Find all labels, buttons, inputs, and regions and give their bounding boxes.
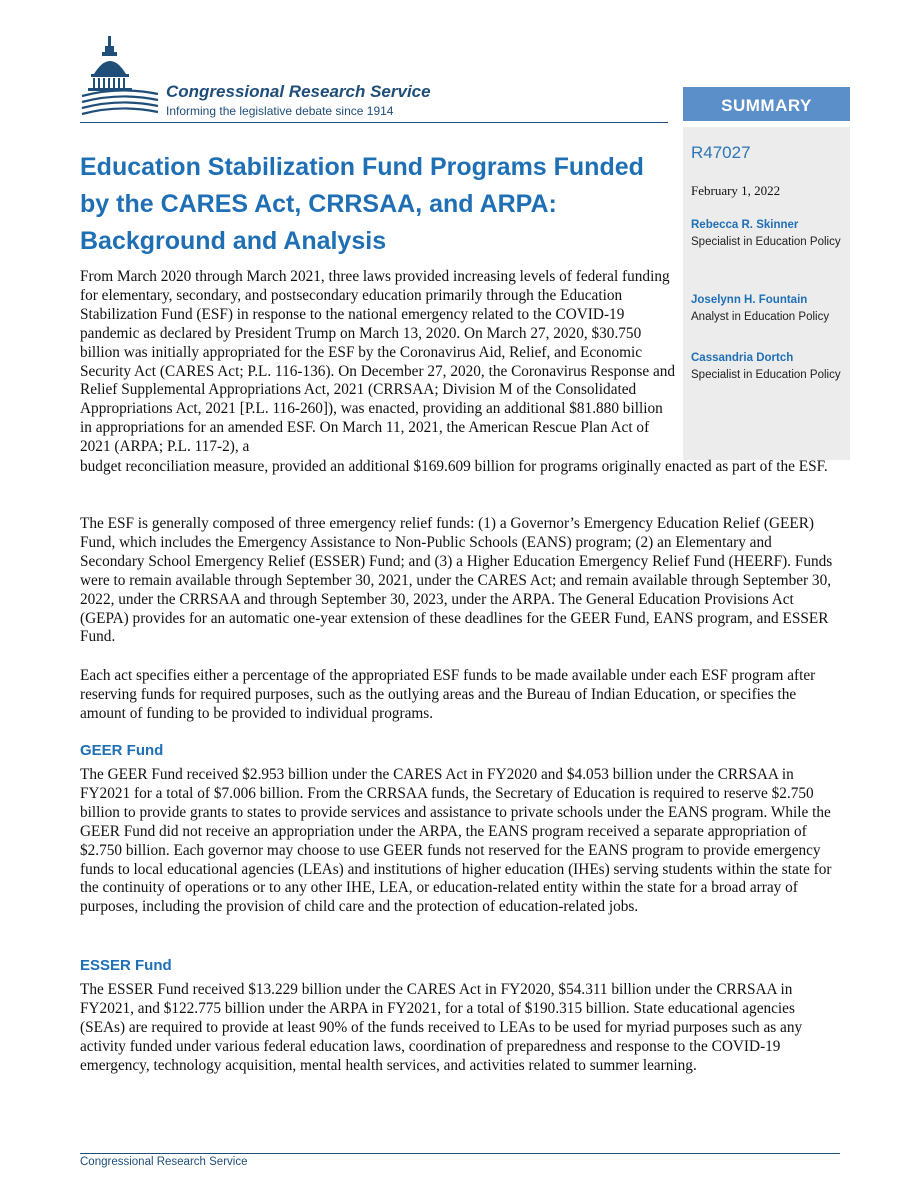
report-number: R47027 — [691, 143, 751, 162]
header-divider — [80, 122, 668, 123]
esf-overview-paragraph: The ESF is generally composed of three emergency relief funds: (1) a Governor’s Emergency Education Relief (GEER) Fund, which includes the Emergency Assistance to Non-Public Schools (EANS) program; (2) an Elementary and Secondary School Emergency Relief (ESSER) Fund; and (3) a Higher Education Emergency Relief Fund (HEERF). Funds were to remain available through September 30, 2021, under the CARES Act; and remain available through September 30, 2022, under the CRRSAA and through September 30, 2023, under the ARPA. The General Education Provisions Act (GEPA) provides for an automatic one-year extension of these deadlines for the GEER Fund, EANS program, and ESSER Fund. — [80, 515, 833, 646]
crs-logo — [80, 34, 480, 124]
capitol-dome-icon — [80, 34, 164, 122]
esser-heading: ESSER Fund — [80, 957, 172, 974]
geer-heading: GEER Fund — [80, 742, 164, 759]
intro-paragraph: From March 2020 through March 2021, three laws provided increasing levels of federal funding for elementary, secondary, and postsecondary education primarily through the Education Stabilization Fund (ESF) in response to the national emergency related to the COVID-19 pandemic as declared by President Trump on March 13, 2020. On March 27, 2020, $30.750 billion was initially appropriated for the ESF by the Coronavirus Aid, Relief, and Economic Security Act (CARES Act; P.L. 116-136). On December 27, 2020, the Coronavirus Response and Relief Supplemental Appropriations Act, 2021 (CRRSAA; Division M of the Consolidated Appropriations Act, 2021 [P.L. 116-260]), was enacted, providing an additional $81.880 billion in appropriations for an amended ESF. On March 11, 2021, the American Rescue Plan Act of 2021 (ARPA; P.L. 117-2), a — [80, 268, 676, 456]
geer-paragraph: The GEER Fund received $2.953 billion under the CARES Act in FY2020 and $4.053 billion under the CRRSAA in FY2021 for a total of $7.006 billion. From the CRRSAA funds, the Secretary of Education is required to reserve $2.750 billion to provide grants to states to provide services and assistance to private schools under the EANS program. While the GEER Fund did not receive an appropriation under the ARPA, the EANS program received a separate appropriation of $2.750 billion. Each governor may choose to use GEER funds not reserved for the EANS program to provide emergency funds to local educational agencies (LEAs) and institutions of higher education (IHEs) serving students within the state for the continuity of operations or to any other IHE, LEA, or education-related entity within the state for a broad array of purposes, including the provision of child care and the protection of education-related jobs. — [80, 766, 832, 916]
author-3 — [691, 350, 841, 384]
author-title: Specialist in Education Policy — [691, 236, 841, 248]
summary-banner: SUMMARY — [683, 87, 850, 121]
org-name: Congressional Research Service — [166, 82, 431, 101]
esser-paragraph: The ESSER Fund received $13.229 billion under the CARES Act in FY2020, $54.311 billion under the CRRSAA in FY2021, and $122.775 billion under the ARPA in FY2021, for a total of $190.315 billion. State educational agencies (SEAs) are required to provide at least 90% of the funds received to LEAs to be used for myriad purposes such as any activity funded under various federal education laws, coordination of preparedness and response to the COVID-19 emergency, technology acquisition, mental health services, and activities related to summer learning. — [80, 981, 803, 1074]
footer-org-name: Congressional Research Service — [80, 1156, 248, 1168]
esf-funding-paragraph: Each act specifies either a percentage of the appropriated ESF funds to be made available under each ESF program after reserving funds for required purposes, such as the outlying areas and the Bureau of Indian Education, or specifies the amount of funding to be provided to individual programs. — [80, 667, 816, 722]
author-1 — [691, 217, 841, 251]
author-title: Specialist in Education Policy — [691, 369, 841, 381]
sidebar-info — [683, 127, 850, 460]
author-title: Analyst in Education Policy — [691, 311, 830, 323]
report-title: Education Stabilization Fund Programs Funded by the CARES Act, CRRSAA, and ARPA: Background and Analysis — [80, 153, 644, 255]
org-tagline: Informing the legislative debate since 1914 — [166, 104, 394, 118]
report-date: February 1, 2022 — [691, 183, 781, 198]
footer-divider — [80, 1153, 840, 1154]
intro-paragraph-continued: budget reconciliation measure, provided an additional $169.609 billion for programs originally enacted as part of the ESF. — [80, 458, 828, 475]
author-name: Rebecca R. Skinner — [691, 219, 799, 231]
author-name: Joselynn H. Fountain — [691, 294, 808, 306]
author-2 — [691, 292, 829, 326]
author-name: Cassandria Dortch — [691, 352, 794, 364]
